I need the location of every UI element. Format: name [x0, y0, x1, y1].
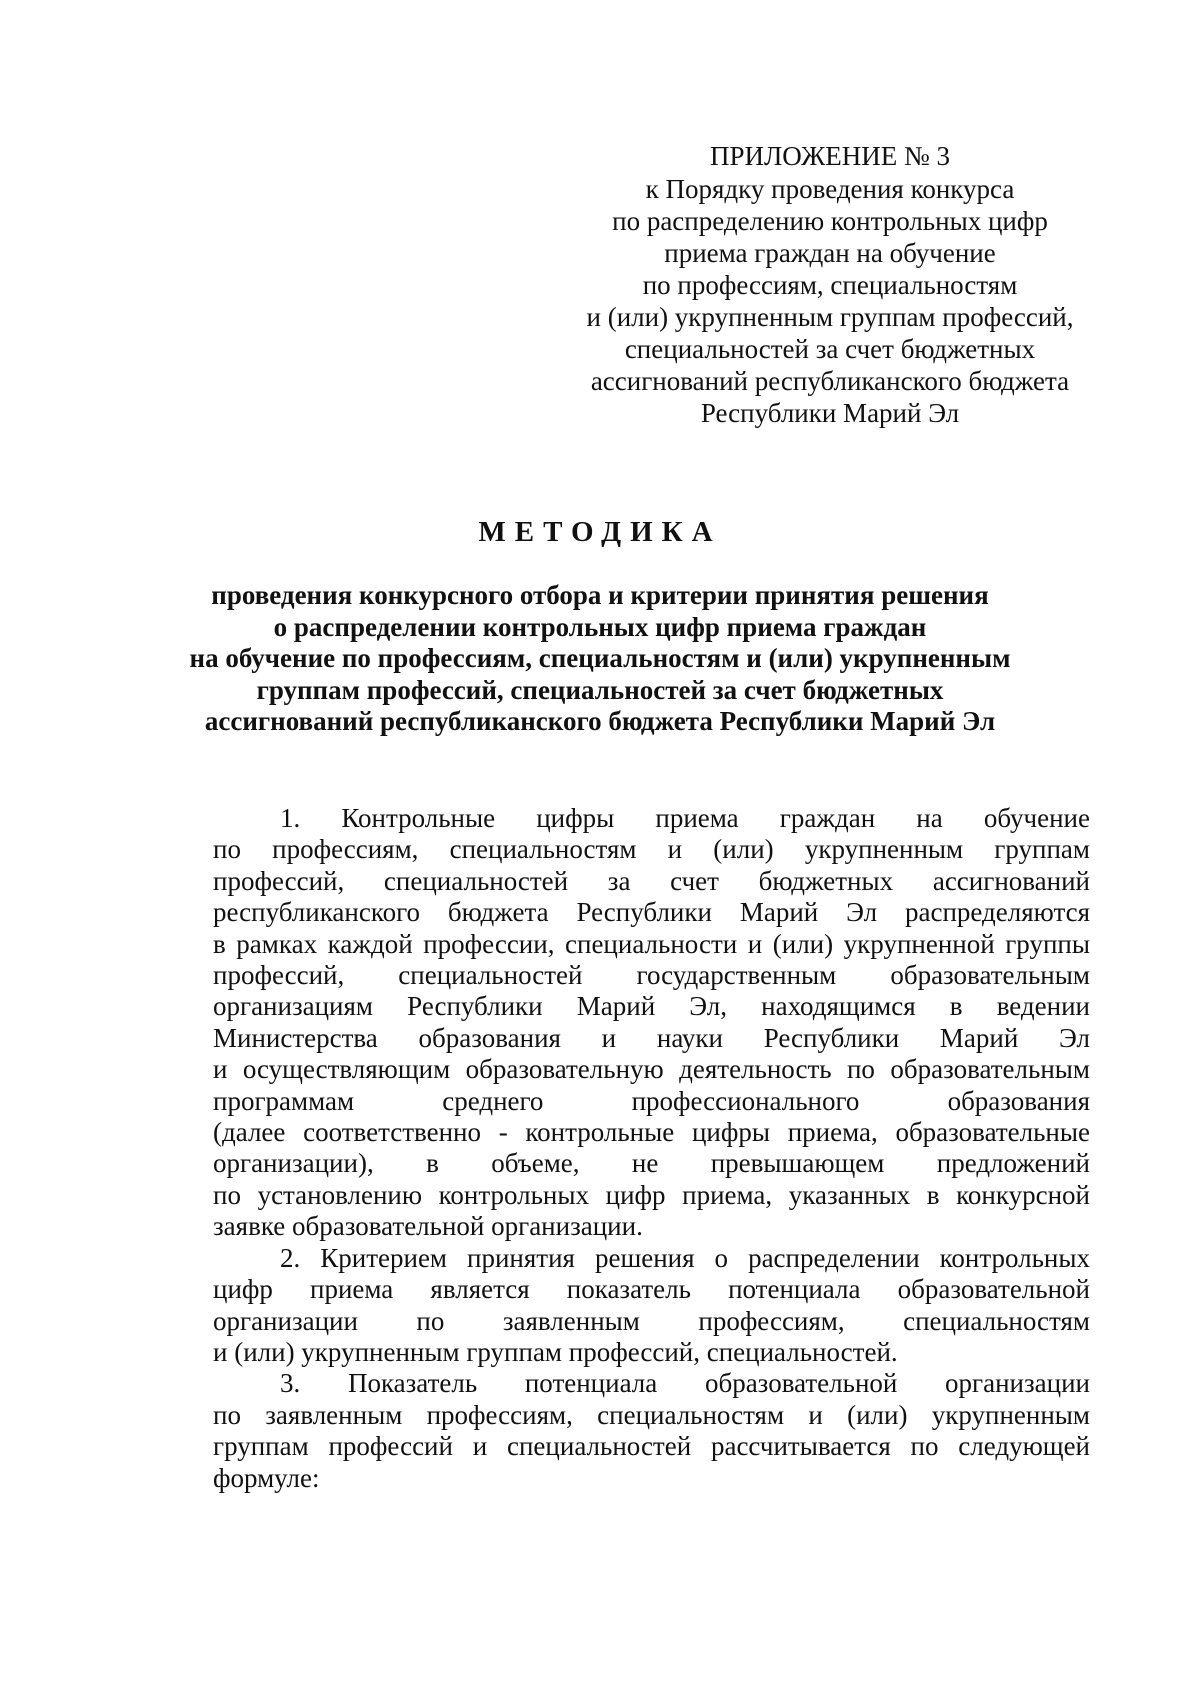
subtitle-line: о распределении контрольных цифр приема граждан: [273, 611, 927, 642]
paragraph-1: [213, 803, 1090, 1243]
paragraph-line: 3. Показатель потенциала образовательной организации: [280, 1368, 1090, 1399]
paragraph-line: 2. Критерием принятия решения о распределении контрольных: [280, 1242, 1090, 1273]
subtitle-line: на обучение по профессиям, специальностям и (или) укрупненным: [189, 643, 1011, 673]
paragraph-line: по профессиям, специальностям и (или) укрупненным группам: [213, 834, 1090, 865]
paragraph-line: по заявленным профессиям, специальностям и (или) укрупненным: [213, 1399, 1090, 1430]
annex-title: ПРИЛОЖЕНИЕ № 3: [709, 141, 951, 171]
annex-line: по профессиям, специальностям: [642, 270, 1018, 300]
paragraph-line: организации), в объеме, не превышающем предложений: [213, 1148, 1090, 1179]
document-subtitle: [140, 580, 1060, 738]
paragraph-line: по установлению контрольных цифр приема, указанных в конкурсной: [213, 1179, 1090, 1210]
paragraph-line: программам среднего профессионального образования: [213, 1085, 1090, 1116]
subtitle-line: группам профессий, специальностей за счет бюджетных: [256, 674, 944, 705]
annex-header: [560, 140, 1100, 429]
paragraph-line: профессий, специальностей за счет бюджетных ассигнований: [213, 865, 1090, 896]
paragraph-line: республиканского бюджета Республики Марий Эл распределяются: [213, 897, 1090, 928]
paragraph-line: группам профессий и специальностей рассчитывается по следующей: [213, 1431, 1090, 1462]
annex-line: к Порядку проведения конкурса: [645, 174, 1015, 204]
annex-line: и (или) укрупненным группам профессий,: [586, 302, 1074, 332]
paragraph-line: заявке образовательной организации.: [213, 1211, 643, 1242]
document-title: МЕТОДИКА: [478, 516, 722, 548]
paragraph-line: цифр приема является показатель потенциала образовательной: [213, 1274, 1090, 1305]
annex-line: приема граждан на обучение: [664, 238, 996, 268]
paragraph-line: формуле:: [213, 1462, 320, 1493]
annex-line: по распределению контрольных цифр: [612, 206, 1048, 236]
paragraph-line: Министерства образования и науки Республики Марий Эл: [213, 1022, 1090, 1053]
paragraph-2: [213, 1243, 1090, 1369]
document-body: [213, 803, 1090, 1494]
paragraph-line: в рамках каждой профессии, специальности и (или) укрупненной группы: [213, 928, 1090, 959]
annex-line: специальностей за счет бюджетных: [624, 334, 1036, 364]
subtitle-line: проведения конкурсного отбора и критерии принятия решения: [211, 580, 989, 610]
annex-line: Республики Марий Эл: [700, 398, 960, 428]
paragraph-line: и (или) укрупненным группам профессий, специальностей.: [213, 1336, 898, 1367]
paragraph-line: 1. Контрольные цифры приема граждан на обучение: [280, 803, 1090, 833]
annex-line: ассигнований республиканского бюджета: [590, 366, 1070, 396]
subtitle-line: ассигнований республиканского бюджета Республики Марий Эл: [204, 706, 996, 736]
paragraph-line: профессий, специальностей государственным образовательным: [213, 960, 1090, 991]
paragraph-line: организации по заявленным профессиям, специальностям: [213, 1305, 1090, 1336]
paragraph-line: и осуществляющим образовательную деятельность по образовательным: [213, 1054, 1090, 1085]
paragraph-line: организациям Республики Марий Эл, находящимся в ведении: [213, 991, 1090, 1022]
paragraph-3: [213, 1368, 1090, 1494]
paragraph-line: (далее соответственно - контрольные цифры приема, образовательные: [213, 1117, 1090, 1148]
